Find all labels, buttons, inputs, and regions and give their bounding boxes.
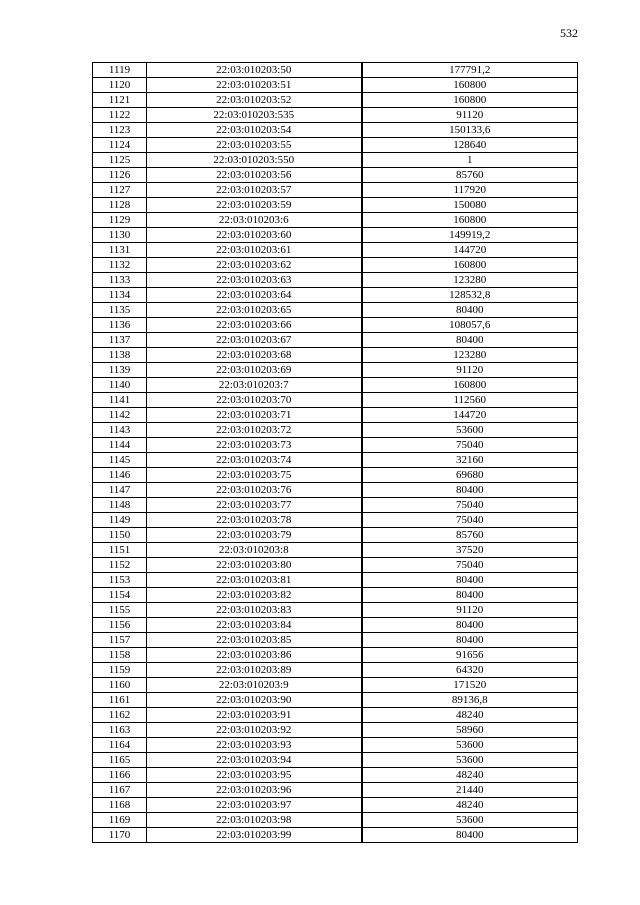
cadastral-number-cell: 22:03:010203:82 [147,588,362,603]
cadastral-value-cell: 123280 [362,273,578,288]
row-number-cell: 1170 [93,828,147,843]
cadastral-value-cell: 80400 [362,633,578,648]
table-row [93,393,578,408]
table-body [93,63,578,843]
cadastral-value-cell: 85760 [362,528,578,543]
cadastral-number-cell: 22:03:010203:535 [147,108,362,123]
table-row [93,573,578,588]
cadastral-number-cell: 22:03:010203:9 [147,678,362,693]
row-number-cell: 1157 [93,633,147,648]
cadastral-value-table [92,62,578,843]
cadastral-value-cell: 53600 [362,753,578,768]
row-number-cell: 1163 [93,723,147,738]
table-row [93,123,578,138]
row-number-cell: 1159 [93,663,147,678]
table-row [93,513,578,528]
cadastral-number-cell: 22:03:010203:80 [147,558,362,573]
cadastral-number-cell: 22:03:010203:97 [147,798,362,813]
row-number-cell: 1169 [93,813,147,828]
table-row [93,318,578,333]
cadastral-value-cell: 150080 [362,198,578,213]
table-row [93,468,578,483]
row-number-cell: 1136 [93,318,147,333]
table-row [93,498,578,513]
cadastral-number-cell: 22:03:010203:50 [147,63,362,78]
cadastral-number-cell: 22:03:010203:94 [147,753,362,768]
row-number-cell: 1125 [93,153,147,168]
cadastral-number-cell: 22:03:010203:84 [147,618,362,633]
row-number-cell: 1156 [93,618,147,633]
table-row [93,633,578,648]
table-row [93,108,578,123]
cadastral-number-cell: 22:03:010203:550 [147,153,362,168]
row-number-cell: 1130 [93,228,147,243]
cadastral-value-cell: 69680 [362,468,578,483]
cadastral-value-cell: 80400 [362,573,578,588]
cadastral-value-cell: 108057,6 [362,318,578,333]
cadastral-number-cell: 22:03:010203:51 [147,78,362,93]
cadastral-value-cell: 160800 [362,213,578,228]
row-number-cell: 1164 [93,738,147,753]
cadastral-number-cell: 22:03:010203:52 [147,93,362,108]
table-row [93,303,578,318]
cadastral-number-cell: 22:03:010203:78 [147,513,362,528]
row-number-cell: 1152 [93,558,147,573]
cadastral-value-cell: 80400 [362,588,578,603]
row-number-cell: 1134 [93,288,147,303]
row-number-cell: 1122 [93,108,147,123]
page-number: 532 [560,26,578,40]
row-number-cell: 1149 [93,513,147,528]
table-row [93,438,578,453]
table-row [93,483,578,498]
row-number-cell: 1140 [93,378,147,393]
table-row [93,453,578,468]
row-number-cell: 1132 [93,258,147,273]
cadastral-number-cell: 22:03:010203:66 [147,318,362,333]
cadastral-number-cell: 22:03:010203:96 [147,783,362,798]
cadastral-number-cell: 22:03:010203:62 [147,258,362,273]
table-row [93,663,578,678]
cadastral-number-cell: 22:03:010203:74 [147,453,362,468]
row-number-cell: 1131 [93,243,147,258]
cadastral-number-cell: 22:03:010203:69 [147,363,362,378]
row-number-cell: 1161 [93,693,147,708]
table-row [93,333,578,348]
table-row [93,768,578,783]
cadastral-value-cell: 75040 [362,558,578,573]
table-row [93,138,578,153]
cadastral-number-cell: 22:03:010203:92 [147,723,362,738]
cadastral-number-cell: 22:03:010203:65 [147,303,362,318]
cadastral-number-cell: 22:03:010203:60 [147,228,362,243]
cadastral-value-cell: 80400 [362,333,578,348]
row-number-cell: 1153 [93,573,147,588]
row-number-cell: 1150 [93,528,147,543]
table-row [93,723,578,738]
table-row [93,753,578,768]
cadastral-value-cell: 53600 [362,813,578,828]
cadastral-number-cell: 22:03:010203:59 [147,198,362,213]
row-number-cell: 1146 [93,468,147,483]
table-row [93,528,578,543]
row-number-cell: 1133 [93,273,147,288]
cadastral-number-cell: 22:03:010203:77 [147,498,362,513]
row-number-cell: 1137 [93,333,147,348]
table-row [93,678,578,693]
table-row [93,378,578,393]
table-row [93,228,578,243]
table-row [93,348,578,363]
cadastral-value-cell: 149919,2 [362,228,578,243]
table-row [93,78,578,93]
table-row [93,648,578,663]
row-number-cell: 1145 [93,453,147,468]
table-row [93,198,578,213]
cadastral-value-cell: 21440 [362,783,578,798]
row-number-cell: 1155 [93,603,147,618]
cadastral-value-cell: 53600 [362,738,578,753]
table-row [93,273,578,288]
cadastral-number-cell: 22:03:010203:99 [147,828,362,843]
cadastral-value-cell: 128532,8 [362,288,578,303]
table-row [93,618,578,633]
cadastral-number-cell: 22:03:010203:63 [147,273,362,288]
row-number-cell: 1167 [93,783,147,798]
cadastral-value-cell: 150133,6 [362,123,578,138]
cadastral-number-cell: 22:03:010203:81 [147,573,362,588]
cadastral-value-cell: 171520 [362,678,578,693]
row-number-cell: 1148 [93,498,147,513]
cadastral-value-cell: 37520 [362,543,578,558]
row-number-cell: 1138 [93,348,147,363]
table-row [93,183,578,198]
row-number-cell: 1168 [93,798,147,813]
cadastral-number-cell: 22:03:010203:56 [147,168,362,183]
cadastral-value-cell: 91120 [362,108,578,123]
row-number-cell: 1126 [93,168,147,183]
cadastral-value-cell: 53600 [362,423,578,438]
table-row [93,243,578,258]
cadastral-value-cell: 58960 [362,723,578,738]
cadastral-value-cell: 160800 [362,378,578,393]
table-row [93,423,578,438]
cadastral-number-cell: 22:03:010203:61 [147,243,362,258]
table-row [93,153,578,168]
cadastral-number-cell: 22:03:010203:76 [147,483,362,498]
table-row [93,558,578,573]
cadastral-value-cell: 112560 [362,393,578,408]
cadastral-number-cell: 22:03:010203:85 [147,633,362,648]
row-number-cell: 1129 [93,213,147,228]
table-row [93,813,578,828]
row-number-cell: 1144 [93,438,147,453]
row-number-cell: 1123 [93,123,147,138]
cadastral-value-cell: 89136,8 [362,693,578,708]
row-number-cell: 1142 [93,408,147,423]
cadastral-value-cell: 91656 [362,648,578,663]
cadastral-number-cell: 22:03:010203:91 [147,708,362,723]
row-number-cell: 1127 [93,183,147,198]
row-number-cell: 1120 [93,78,147,93]
cadastral-value-cell: 144720 [362,243,578,258]
cadastral-value-cell: 48240 [362,798,578,813]
cadastral-number-cell: 22:03:010203:55 [147,138,362,153]
cadastral-value-cell: 80400 [362,828,578,843]
cadastral-number-cell: 22:03:010203:93 [147,738,362,753]
cadastral-value-cell: 80400 [362,303,578,318]
table-row [93,708,578,723]
cadastral-value-cell: 160800 [362,93,578,108]
cadastral-value-cell: 123280 [362,348,578,363]
table-row [93,93,578,108]
cadastral-number-cell: 22:03:010203:54 [147,123,362,138]
cadastral-value-cell: 160800 [362,78,578,93]
table-row [93,738,578,753]
cadastral-number-cell: 22:03:010203:7 [147,378,362,393]
row-number-cell: 1154 [93,588,147,603]
table-row [93,783,578,798]
cadastral-number-cell: 22:03:010203:90 [147,693,362,708]
table-row [93,63,578,78]
cadastral-number-cell: 22:03:010203:95 [147,768,362,783]
table-row [93,258,578,273]
cadastral-value-cell: 80400 [362,483,578,498]
row-number-cell: 1165 [93,753,147,768]
table-row [93,543,578,558]
cadastral-value-cell: 91120 [362,603,578,618]
cadastral-number-cell: 22:03:010203:89 [147,663,362,678]
row-number-cell: 1162 [93,708,147,723]
cadastral-value-cell: 48240 [362,768,578,783]
table-row [93,168,578,183]
cadastral-number-cell: 22:03:010203:79 [147,528,362,543]
cadastral-value-cell: 144720 [362,408,578,423]
cadastral-number-cell: 22:03:010203:6 [147,213,362,228]
cadastral-number-cell: 22:03:010203:70 [147,393,362,408]
cadastral-value-cell: 128640 [362,138,578,153]
table-row [93,603,578,618]
table-row [93,288,578,303]
cadastral-value-cell: 160800 [362,258,578,273]
cadastral-number-cell: 22:03:010203:68 [147,348,362,363]
row-number-cell: 1147 [93,483,147,498]
row-number-cell: 1128 [93,198,147,213]
row-number-cell: 1151 [93,543,147,558]
cadastral-value-cell: 75040 [362,498,578,513]
cadastral-number-cell: 22:03:010203:8 [147,543,362,558]
cadastral-number-cell: 22:03:010203:71 [147,408,362,423]
row-number-cell: 1158 [93,648,147,663]
table-row [93,213,578,228]
table-row [93,693,578,708]
row-number-cell: 1121 [93,93,147,108]
cadastral-value-cell: 64320 [362,663,578,678]
table-row [93,408,578,423]
cadastral-value-cell: 91120 [362,363,578,378]
row-number-cell: 1124 [93,138,147,153]
cadastral-number-cell: 22:03:010203:72 [147,423,362,438]
row-number-cell: 1119 [93,63,147,78]
cadastral-value-cell: 177791,2 [362,63,578,78]
cadastral-number-cell: 22:03:010203:73 [147,438,362,453]
table-row [93,798,578,813]
cadastral-value-cell: 32160 [362,453,578,468]
cadastral-number-cell: 22:03:010203:75 [147,468,362,483]
cadastral-number-cell: 22:03:010203:67 [147,333,362,348]
cadastral-value-cell: 1 [362,153,578,168]
cadastral-value-cell: 117920 [362,183,578,198]
cadastral-number-cell: 22:03:010203:64 [147,288,362,303]
cadastral-value-cell: 75040 [362,513,578,528]
row-number-cell: 1160 [93,678,147,693]
cadastral-number-cell: 22:03:010203:83 [147,603,362,618]
cadastral-number-cell: 22:03:010203:86 [147,648,362,663]
cadastral-value-cell: 48240 [362,708,578,723]
cadastral-value-cell: 75040 [362,438,578,453]
cadastral-number-cell: 22:03:010203:98 [147,813,362,828]
table-row [93,363,578,378]
row-number-cell: 1141 [93,393,147,408]
table-row [93,588,578,603]
cadastral-number-cell: 22:03:010203:57 [147,183,362,198]
row-number-cell: 1139 [93,363,147,378]
cadastral-value-cell: 80400 [362,618,578,633]
row-number-cell: 1135 [93,303,147,318]
row-number-cell: 1166 [93,768,147,783]
table-row [93,828,578,843]
row-number-cell: 1143 [93,423,147,438]
cadastral-value-cell: 85760 [362,168,578,183]
